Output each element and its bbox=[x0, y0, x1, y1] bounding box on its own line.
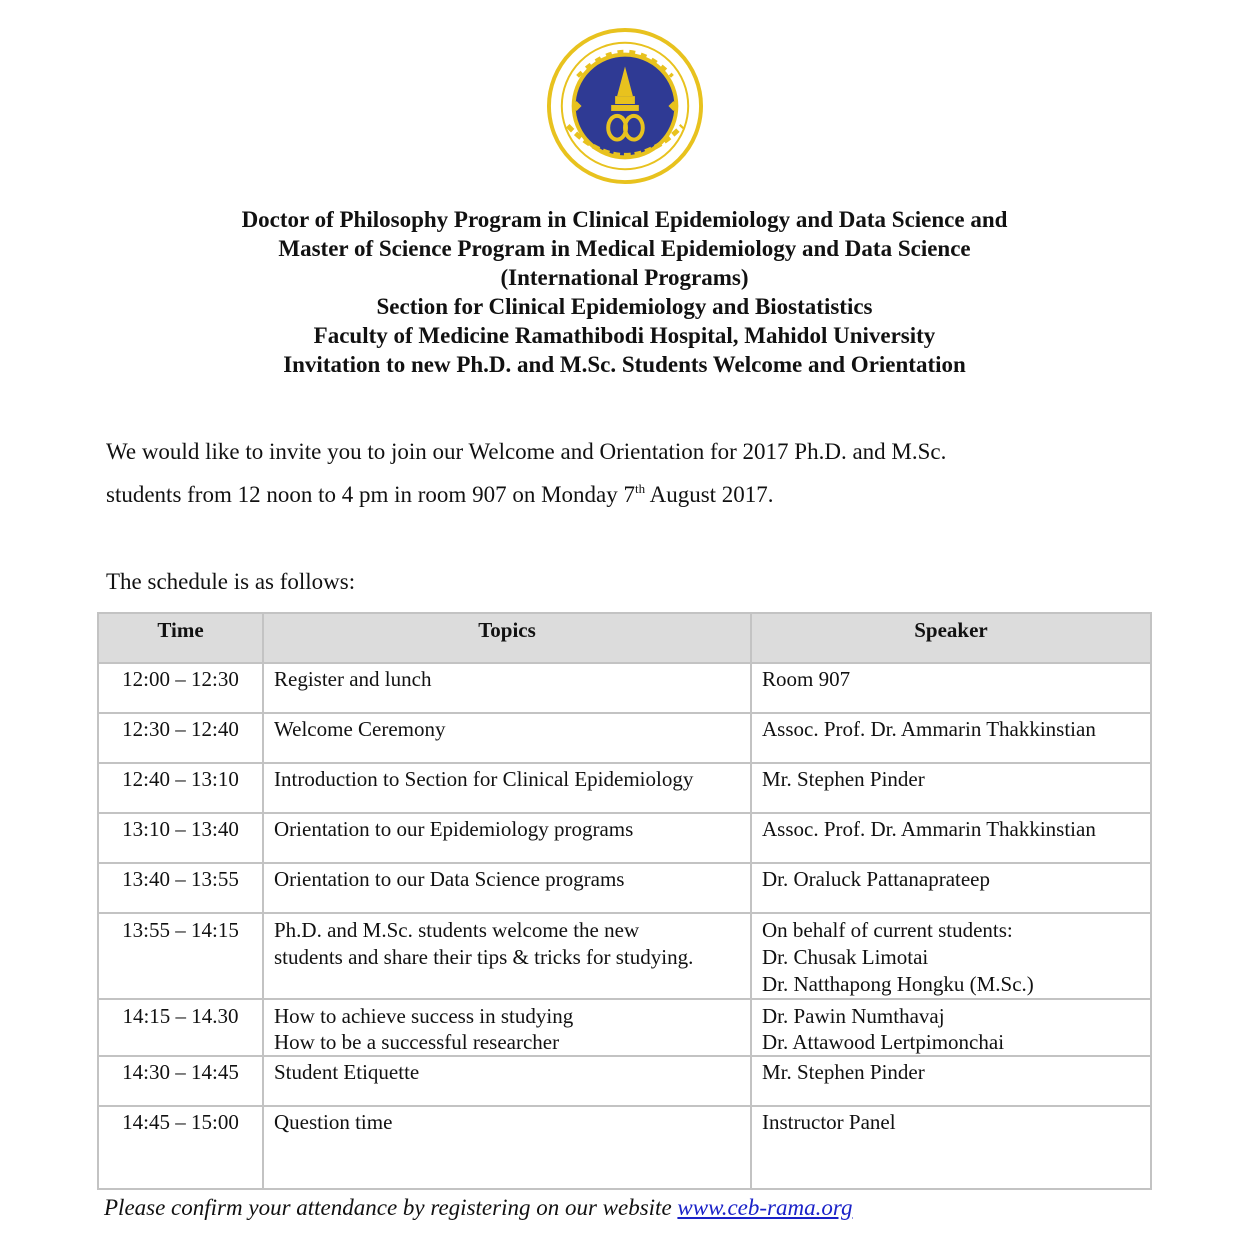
table-row bbox=[98, 763, 1151, 813]
cell-time: 13:40 – 13:55 bbox=[98, 863, 263, 913]
seal-icon bbox=[546, 27, 704, 185]
cell-speaker: Mr. Stephen Pinder bbox=[751, 763, 1151, 813]
heading-line-msc-program: Master of Science Program in Medical Epidemiology and Data Science bbox=[278, 236, 971, 261]
cell-time: 12:00 – 12:30 bbox=[98, 663, 263, 713]
table-row bbox=[98, 713, 1151, 763]
speaker-line: Dr. Attawood Lertpimonchai bbox=[762, 1030, 1005, 1054]
table-row bbox=[98, 1106, 1151, 1189]
topic-line: How to achieve success in studying bbox=[274, 1004, 574, 1028]
header-speaker: Speaker bbox=[751, 613, 1151, 663]
schedule-table bbox=[97, 612, 1152, 1190]
cell-speaker: Room 907 bbox=[751, 663, 1151, 713]
cell-time: 13:10 – 13:40 bbox=[98, 813, 263, 863]
header-topics: Topics bbox=[263, 613, 751, 663]
registration-note bbox=[104, 1195, 852, 1221]
cell-topic bbox=[263, 999, 751, 1056]
heading-line-faculty: Faculty of Medicine Ramathibodi Hospital, Mahidol University bbox=[313, 323, 936, 348]
heading-line-phd-program: Doctor of Philosophy Program in Clinical Epidemiology and Data Science and bbox=[241, 207, 1008, 232]
cell-topic: Question time bbox=[263, 1106, 751, 1189]
invitation-line-1: We would like to invite you to join our Welcome and Orientation for 2017 Ph.D. and M.Sc. bbox=[106, 439, 947, 464]
cell-time: 13:55 – 14:15 bbox=[98, 913, 263, 999]
speaker-line: On behalf of current students: bbox=[762, 918, 1013, 942]
invitation-date-month: August 2017. bbox=[645, 482, 774, 507]
cell-time: 12:30 – 12:40 bbox=[98, 713, 263, 763]
cell-topic: Orientation to our Data Science programs bbox=[263, 863, 751, 913]
speaker-line: Dr. Natthapong Hongku (M.Sc.) bbox=[762, 972, 1034, 996]
table-row bbox=[98, 1056, 1151, 1106]
invitation-date-text: students from 12 noon to 4 pm in room 907 on Monday 7 bbox=[106, 482, 635, 507]
cell-speaker: Instructor Panel bbox=[751, 1106, 1151, 1189]
university-seal-logo bbox=[546, 27, 704, 185]
website-link[interactable]: www.ceb-rama.org bbox=[677, 1195, 853, 1220]
cell-time: 12:40 – 13:10 bbox=[98, 763, 263, 813]
cell-topic: Register and lunch bbox=[263, 663, 751, 713]
speaker-line: Dr. Chusak Limotai bbox=[762, 945, 929, 969]
heading-line-international: (International Programs) bbox=[500, 265, 749, 290]
table-row bbox=[98, 913, 1151, 999]
cell-topic: Introduction to Section for Clinical Epidemiology bbox=[263, 763, 751, 813]
cell-speaker bbox=[751, 913, 1151, 999]
table-row bbox=[98, 663, 1151, 713]
header-time: Time bbox=[98, 613, 263, 663]
table-row bbox=[98, 813, 1151, 863]
document-heading bbox=[0, 205, 1249, 379]
cell-time: 14:15 – 14.30 bbox=[98, 999, 263, 1056]
cell-topic: Student Etiquette bbox=[263, 1056, 751, 1106]
heading-line-invitation: Invitation to new Ph.D. and M.Sc. Students Welcome and Orientation bbox=[283, 352, 966, 377]
cell-time: 14:30 – 14:45 bbox=[98, 1056, 263, 1106]
table-row bbox=[98, 999, 1151, 1056]
cell-speaker: Mr. Stephen Pinder bbox=[751, 1056, 1151, 1106]
table-row bbox=[98, 863, 1151, 913]
invitation-line-2 bbox=[106, 482, 774, 508]
topic-line: Ph.D. and M.Sc. students welcome the new bbox=[274, 918, 640, 942]
cell-speaker: Dr. Oraluck Pattanaprateep bbox=[751, 863, 1151, 913]
cell-speaker bbox=[751, 999, 1151, 1056]
schedule-header-row bbox=[98, 613, 1151, 663]
heading-line-section: Section for Clinical Epidemiology and Biostatistics bbox=[376, 294, 873, 319]
cell-topic: Welcome Ceremony bbox=[263, 713, 751, 763]
registration-note-text: Please confirm your attendance by registering on our website bbox=[104, 1195, 678, 1220]
cell-speaker: Assoc. Prof. Dr. Ammarin Thakkinstian bbox=[751, 713, 1151, 763]
cell-time: 14:45 – 15:00 bbox=[98, 1106, 263, 1189]
speaker-line: Dr. Pawin Numthavaj bbox=[762, 1004, 945, 1028]
topic-line: students and share their tips & tricks for studying. bbox=[274, 945, 694, 969]
cell-topic bbox=[263, 913, 751, 999]
cell-topic: Orientation to our Epidemiology programs bbox=[263, 813, 751, 863]
schedule-intro: The schedule is as follows: bbox=[106, 569, 356, 594]
cell-speaker: Assoc. Prof. Dr. Ammarin Thakkinstian bbox=[751, 813, 1151, 863]
date-ordinal-suffix: th bbox=[634, 481, 646, 496]
topic-line: How to be a successful researcher bbox=[274, 1030, 560, 1054]
